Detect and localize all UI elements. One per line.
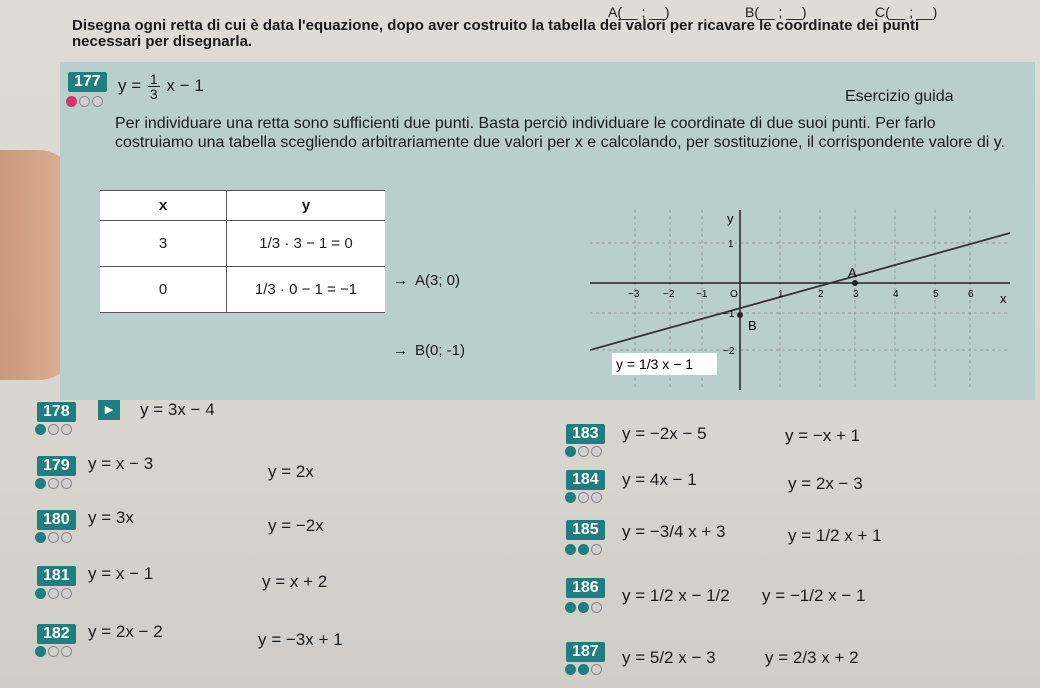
difficulty-dots — [35, 646, 72, 657]
exercise-equation: y = 4x − 1 — [622, 470, 697, 489]
exercise-equation: y = 3x − 4 — [140, 400, 215, 419]
exercise-number: 178 — [37, 402, 76, 422]
table-cell: 3 — [100, 221, 227, 267]
values-table — [100, 190, 385, 313]
tick-label: 2 — [818, 289, 824, 300]
exercise-equation: y = −2x − 5 — [622, 424, 707, 443]
instruction-text: Disegna ogni retta di cui è data l'equazione, dopo aver costruito la tabella dei valori per ricavare le coordinate dei punti necessari per disegnarla. — [72, 17, 920, 50]
exercise-equation: y = 1/2 x − 1/2 — [622, 586, 730, 605]
exercise-number: 187 — [566, 642, 605, 662]
tick-label: 3 — [853, 289, 859, 300]
difficulty-dots — [565, 664, 602, 675]
exercise-number: 185 — [566, 520, 605, 540]
difficulty-dots — [35, 424, 72, 435]
difficulty-dots — [35, 532, 72, 543]
guide-label: Esercizio guida — [845, 88, 954, 105]
exercise-equation: y = x − 3 — [88, 454, 154, 473]
tick-label: 1 — [778, 289, 784, 300]
tick-label: 6 — [968, 289, 974, 300]
difficulty-dots — [565, 492, 602, 503]
exercise-equation-2: y = 2x — [268, 462, 314, 481]
exercise-number: 180 — [37, 510, 76, 530]
line-label: y = 1/3 x − 1 — [616, 356, 694, 372]
arrow-icon: → — [393, 272, 408, 289]
exercise-equation: y = −3/4 x + 3 — [622, 522, 726, 541]
point-hint-a: A(__ ; __) — [608, 4, 670, 20]
graph-point-a: A — [848, 265, 857, 280]
y-axis-label: y — [727, 211, 734, 226]
table-head-y: y — [227, 191, 386, 221]
tick-label: −1 — [696, 289, 708, 300]
difficulty-dots — [565, 602, 602, 613]
exercise-equation-2: y = 2x − 3 — [788, 474, 863, 493]
point-hint-c: C(__ ; __) — [875, 4, 938, 20]
difficulty-dots — [565, 446, 602, 457]
exercise-equation-2: y = −2x — [268, 516, 324, 535]
tick-label: O — [730, 289, 738, 300]
arrow-icon: → — [393, 342, 408, 359]
tick-label: −1 — [723, 309, 735, 320]
video-icon[interactable]: ▶ — [98, 400, 120, 420]
table-head-x: x — [100, 191, 227, 221]
exercise-number: 182 — [37, 624, 76, 644]
exercise-number: 179 — [37, 456, 76, 476]
exercise-equation-2: y = x + 2 — [262, 572, 328, 591]
point-hint-b: B(__ ; __) — [745, 4, 807, 20]
exercise-equation-2: y = −3x + 1 — [258, 630, 343, 649]
point-a-marker — [852, 280, 858, 286]
point-b-marker — [737, 312, 743, 318]
tick-label: 1 — [728, 239, 734, 250]
exercise-equation: y = 2x − 2 — [88, 622, 163, 641]
exercise-equation-2: y = −1/2 x − 1 — [762, 586, 866, 605]
exercise-equation: y = 3x — [88, 508, 134, 527]
exercise-number: 186 — [566, 578, 605, 598]
exercise-equation: y = x − 1 — [88, 564, 154, 583]
exercise-equation-2: y = 2/3 x + 2 — [765, 648, 859, 667]
exercise-number: 177 — [68, 72, 107, 92]
graph-point-b: B — [748, 318, 757, 333]
table-cell: 0 — [100, 267, 227, 313]
tick-label: 4 — [893, 289, 899, 300]
x-axis-label: x — [1000, 291, 1007, 306]
table-cell: 1/3 · 3 − 1 = 0 — [227, 221, 386, 267]
tick-label: −2 — [663, 289, 675, 300]
guide-paragraph: Per individuare una retta sono sufficienti due punti. Basta perciò individuare le coordinate di due suoi punti. Per farlo costruiamo una tabella scegliendo arbitrariamente due valori per x e calcolando, per sostituzione, il corrispondente valore di y. — [115, 115, 1005, 151]
exercise-number: 181 — [37, 566, 76, 586]
difficulty-dots — [35, 478, 72, 489]
difficulty-dots — [565, 544, 602, 555]
exercise-equation-2: y = −x + 1 — [785, 426, 861, 445]
table-cell: 1/3 · 0 − 1 = −1 — [227, 267, 386, 313]
difficulty-dots — [66, 96, 103, 107]
function-line — [590, 233, 1010, 350]
tick-label: −3 — [628, 289, 640, 300]
exercise-equation-2: y = 1/2 x + 1 — [788, 526, 882, 545]
difficulty-dots — [35, 588, 72, 599]
guide-equation: y = $\frac{1}{3}$ x − 1 — [118, 71, 204, 102]
exercise-number: 184 — [566, 470, 605, 490]
point-b-label: B(0; -1) — [415, 342, 466, 359]
tick-label: 5 — [933, 289, 939, 300]
exercise-equation: y = 5/2 x − 3 — [622, 648, 716, 667]
exercise-number: 183 — [566, 424, 605, 444]
point-a-label: A(3; 0) — [415, 272, 461, 289]
tick-label: −2 — [723, 346, 735, 357]
line-graph — [590, 205, 1020, 395]
